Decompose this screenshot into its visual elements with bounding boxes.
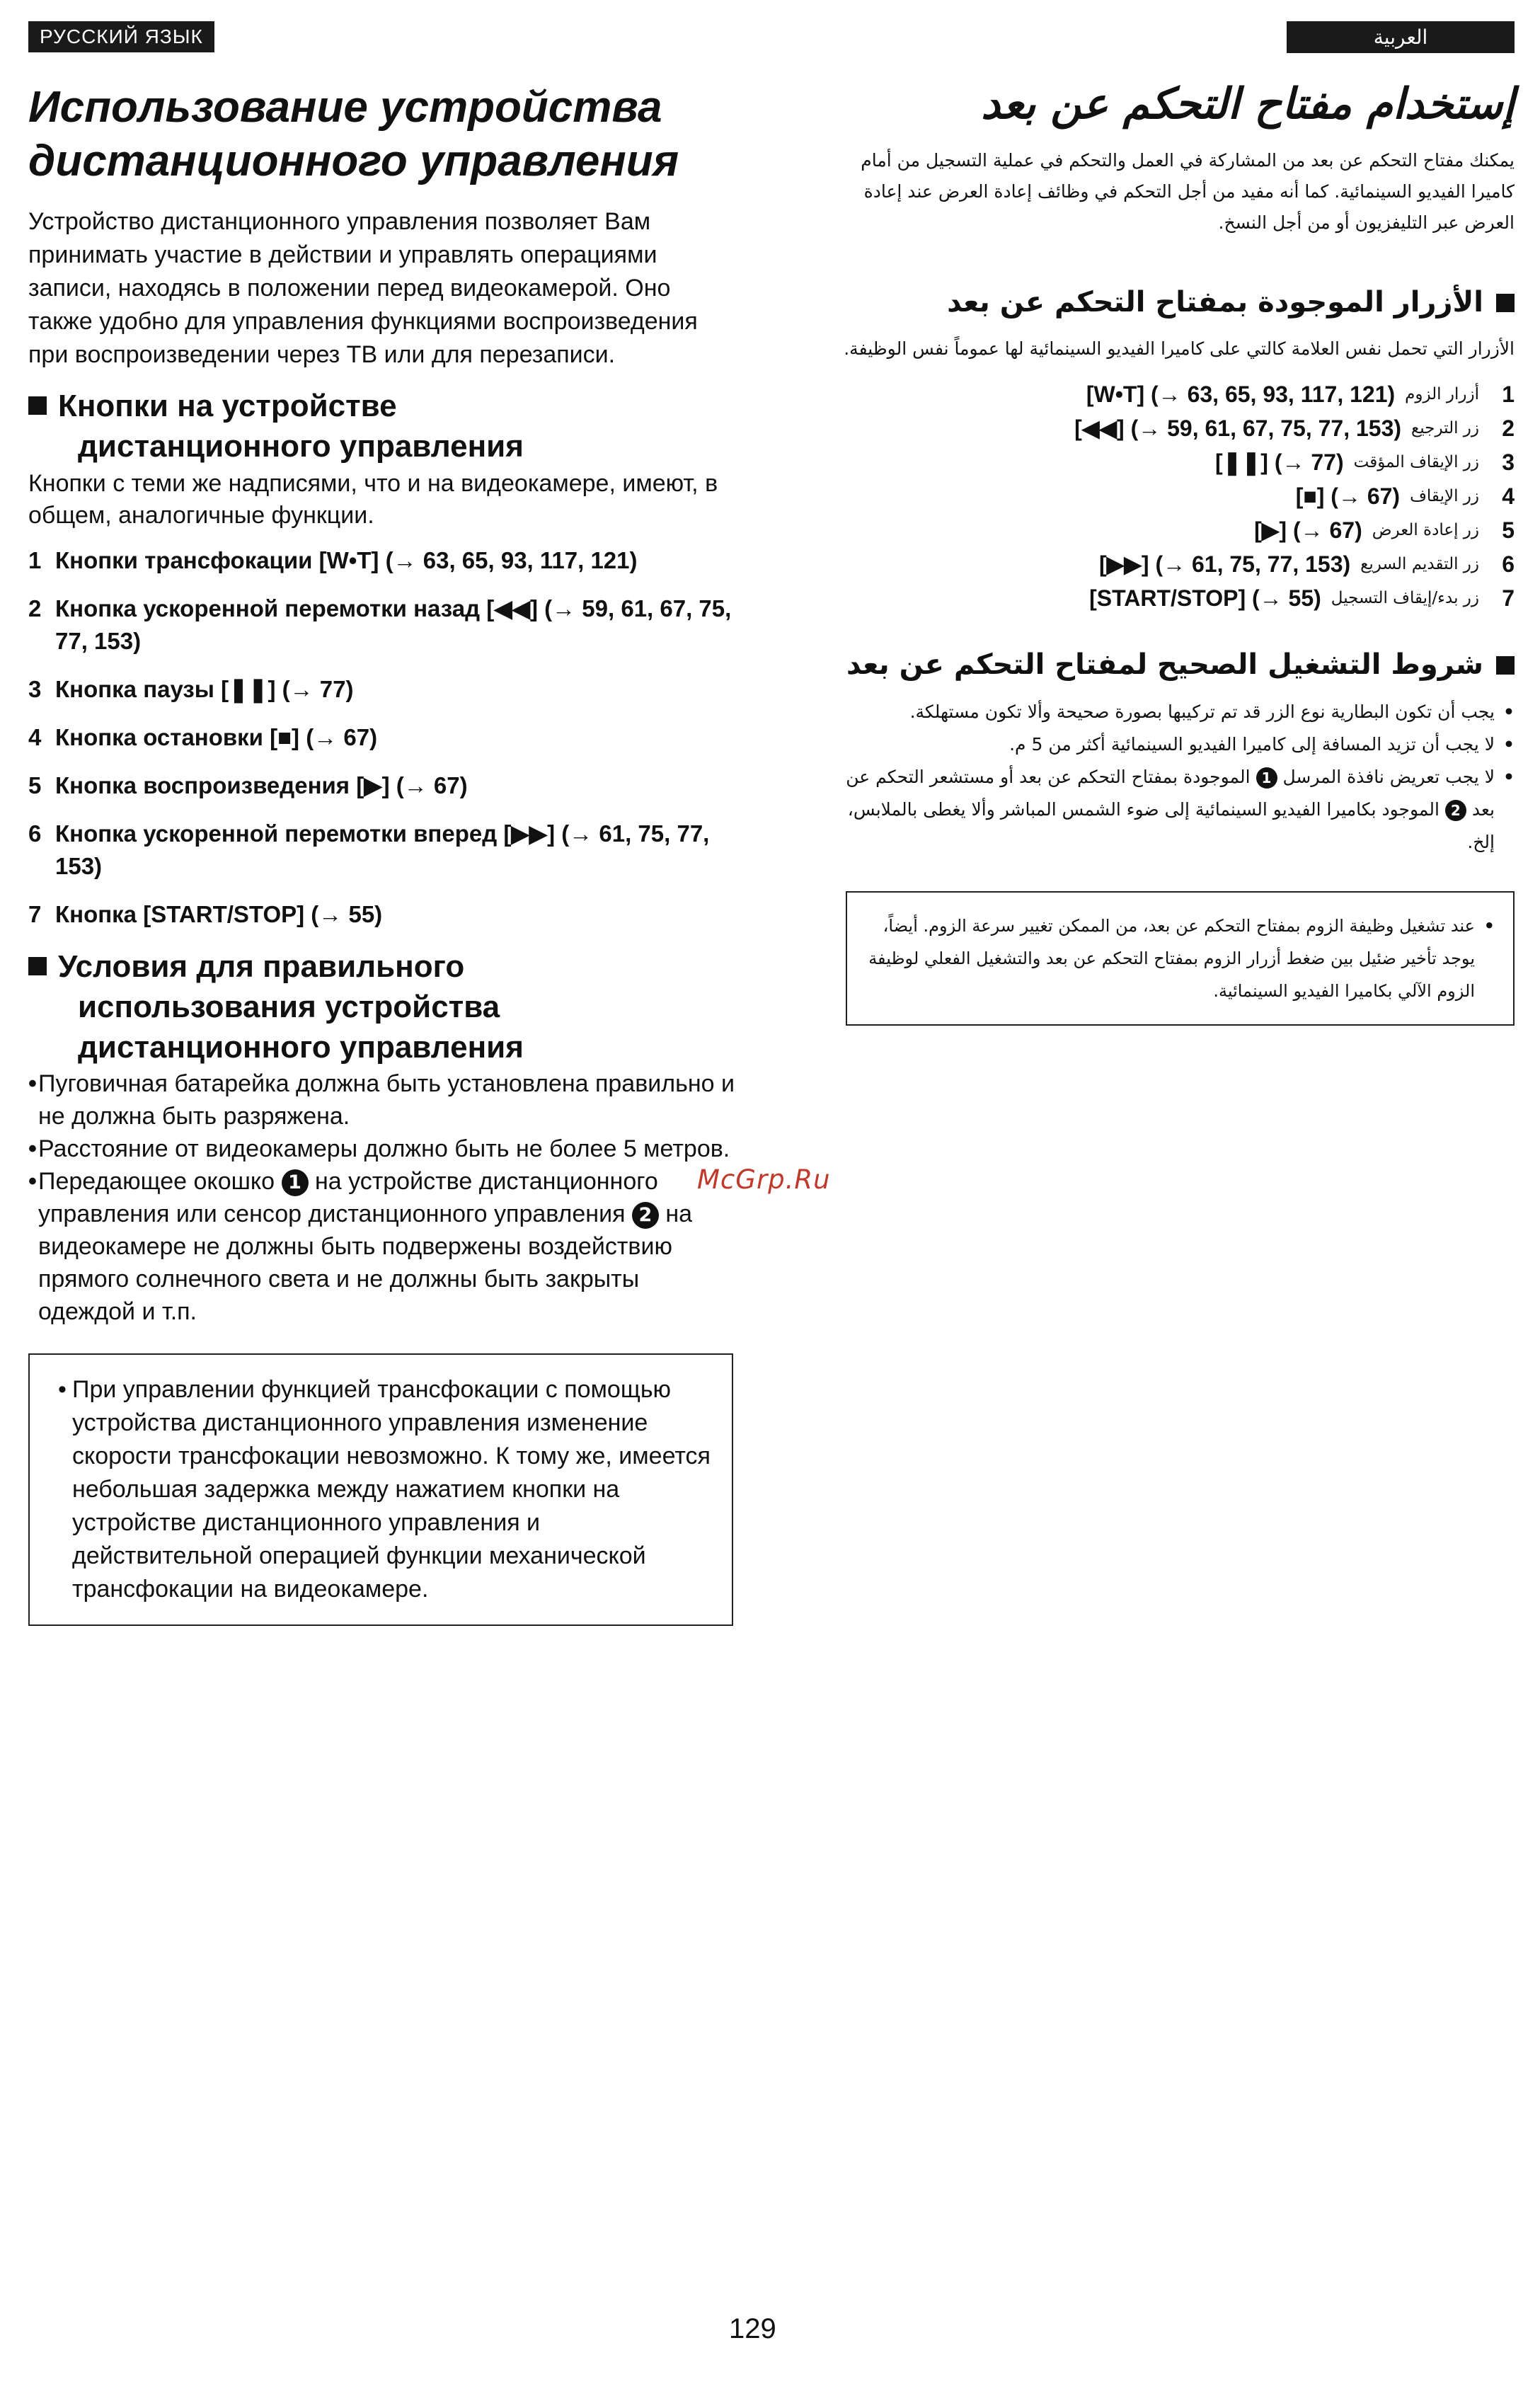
conditions-heading-line-3: дистанционного управления [78,1030,524,1065]
square-bullet-icon [28,957,47,975]
list-item: 6 Кнопка ускоренной перемотки вперед [▶▶] (→ 61, 75, 77, 153) [28,820,710,879]
list-item: 7 زر بدء/إيقاف التسجيل [START/STOP] (→ 55) [1089,585,1515,611]
conditions-heading-line-1: Условия для правильного [58,949,465,984]
conditions-heading-line-2: использования устройства [78,990,500,1024]
marker-2-icon: 2 [632,1202,659,1229]
conditions-list [28,1067,736,1328]
list-item: 1 Кнопки трансфокации [W•T] (→ 63, 65, 93, 117, 121) [28,547,638,573]
list-item: • Передающее окошко 1 на устройстве дистанционного управления или сенсор дистанционного управления 2 на видеокамере не должны быть подвержены воздействию прямого солнечного света и не должны быть закрыты одеждой и т.п. [28,1168,693,1325]
square-bullet-icon [1496,656,1515,675]
marker-1-icon: 1 [282,1169,309,1196]
list-item: 5 Кнопка воспроизведения [▶] (→ 67) [28,772,468,798]
marker-1-icon: 1 [1256,767,1277,789]
note-text: При управлении функцией трансфокации с помощью устройства дистанционного управления изменение скорости трансфокации невозможно. К тому же, имеется небольшая задержка между нажатием кнопки на устройстве дистанционного управления и действительной операцией функции механической трансфокации на видеокамере. [72,1376,711,1603]
buttons-heading [28,386,736,466]
conditions-heading-arabic: شروط التشغيل الصحيح لمفتاح التحكم عن بعد [821,643,1515,686]
list-item: 3 Кнопка паузы [❚❚] (→ 77) [28,676,354,702]
list-item: 7 Кнопка [START/STOP] (→ 55) [28,901,383,927]
buttons-list [28,544,736,931]
square-bullet-icon [28,396,47,415]
page-title-russian [28,81,736,188]
list-item: 3 زر الإيقاف المؤقت [❚❚] (→ 77) [1214,449,1515,475]
buttons-heading-line-1: Кнопки на устройстве [58,389,397,423]
list-item: • لا يجب أن تزيد المسافة إلى كاميرا الفيديو السينمائية أكثر من 5 م. [1009,734,1515,755]
page-number: 129 [729,2313,776,2344]
watermark: McGrp.Ru [697,1164,831,1195]
intro-paragraph: Устройство дистанционного управления позволяет Вам принимать участие в действии и управлять операциями записи, находясь в положении перед видеокамерой. Оно также удобно для управления функциями воспроизведения при воспроизведении через ТВ или для перезаписи. [28,208,698,368]
title-line-2: дистанционного управления [28,137,679,185]
language-tab-arabic: العربية [1287,21,1515,53]
russian-column [28,21,736,1626]
arabic-column [821,21,1515,1026]
note-box-arabic: • عند تشغيل وظيفة الزوم بمفتاح التحكم عن بعد، من الممكن تغيير سرعة الزوم. أيضاً، يوجد تأخير ضئيل بين ضغط أزرار الزوم بمفتاح التحكم عن بعد والتشغيل الفعلي لوظيفة الزوم الآلي بكاميرا الفيديو السينمائية. [846,891,1515,1026]
note-text-arabic: عند تشغيل وظيفة الزوم بمفتاح التحكم عن بعد، من الممكن تغيير سرعة الزوم. أيضاً، يوجد تأخير ضئيل بين ضغط أزرار الزوم بمفتاح التحكم عن بعد والتشغيل الفعلي لوظيفة الزوم الآلي بكاميرا الفيديو السينمائية. [868,916,1475,1001]
list-item: 4 Кнопка остановки [■] (→ 67) [28,724,378,750]
list-item: 2 زر الترجيع [◀◀] (→ 59, 61, 67, 75, 77, 153) [1074,416,1515,441]
conditions-heading [28,946,736,1067]
conditions-list-arabic [821,696,1515,859]
list-item: 6 زر التقديم السريع [▶▶] (→ 61, 75, 77, 153) [1099,551,1515,577]
buttons-list-arabic [821,377,1515,615]
list-item: 1 أزرار الزوم [W•T] (→ 63, 65, 93, 117, 121) [1086,382,1515,407]
list-item: 2 Кнопка ускоренной перемотки назад [◀◀] (→ 59, 61, 67, 75, 77, 153) [28,595,732,654]
square-bullet-icon [1496,294,1515,312]
list-item: • Расстояние от видеокамеры должно быть не более 5 метров. [28,1135,730,1162]
list-item: • Пуговичная батарейка должна быть установлена правильно и не должна быть разряжена. [28,1070,735,1130]
note-box-russian: • При управлении функцией трансфокации с помощью устройства дистанционного управления изменение скорости трансфокации невозможно. К тому же, имеется небольшая задержка между нажатием кнопки на устройстве дистанционного управления и действительной операцией функции механической трансфокации на видеокамере. [28,1353,733,1626]
buttons-subtitle: Кнопки с теми же надписями, что и на видеокамере, имеют, в общем, аналогичные функции. [28,470,718,529]
marker-2-icon: 2 [1445,800,1466,821]
buttons-heading-line-2: дистанционного управления [78,429,524,464]
buttons-heading-arabic: الأزرار الموجودة بمفتاح التحكم عن بعد [821,281,1515,323]
list-item: 5 زر إعادة العرض [▶] (→ 67) [1254,517,1515,543]
list-item: 4 زر الإيقاف [■] (→ 67) [1295,483,1515,509]
title-line-1: Использование устройства [28,83,662,132]
list-item: • لا يجب تعريض نافذة المرسل 1 الموجودة بمفتاح التحكم عن بعد أو مستشعر التحكم عن بعد 2 الموجود بكاميرا الفيديو السينمائية إلى ضوء الشمس المباشر وألا يغطى بالملابس، إلخ. [846,767,1515,852]
intro-paragraph-arabic: يمكنك مفتاح التحكم عن بعد من المشاركة في العمل والتحكم في عملية التسجيل من أمام كاميرا الفيديو السينمائية. كما أنه مفيد من أجل التحكم في وظائف إعادة العرض عند إعادة العرض عبر التليفزيون أو من أجل النسخ. [861,150,1515,233]
list-item: • يجب أن تكون البطارية نوع الزر قد تم تركيبها بصورة صحيحة وألا تكون مستهلكة. [909,701,1515,722]
buttons-subtitle-arabic: الأزرار التي تحمل نفس العلامة كالتي على كاميرا الفيديو السينمائية لها عموماً نفس الوظيفة. [844,338,1515,359]
page-title-arabic: إستخدام مفتاح التحكم عن بعد [981,79,1515,129]
language-tab-russian: РУССКИЙ ЯЗЫК [28,21,214,52]
